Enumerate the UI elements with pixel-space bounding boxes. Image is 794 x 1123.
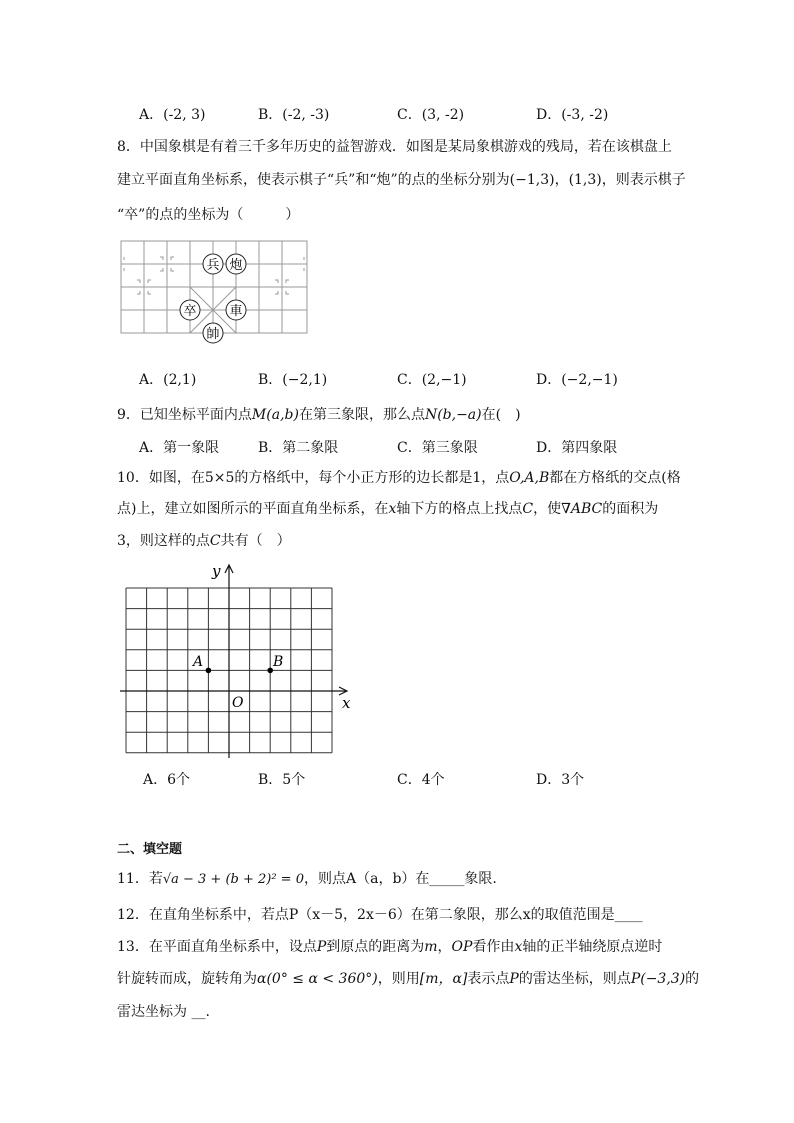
q10-line2: 点)上，建立如图所示的平面直角坐标系，在x轴下方的格点上找点C，使∇ABC的面积为: [117, 501, 659, 517]
x-axis-label: x: [342, 694, 351, 712]
q9-post: 在( ): [481, 407, 521, 423]
q10-option-a: A．6个: [143, 772, 191, 788]
q7-option-d: D．(-3, -2): [536, 107, 609, 123]
q8-line3: “卒”的点的坐标为（ ）: [117, 207, 300, 223]
origin-label: O: [232, 695, 244, 711]
chess-board-figure: [118, 238, 313, 348]
piece-shuai: 帥: [206, 327, 220, 342]
q9-point-m: M(a,b): [251, 407, 299, 423]
q12-stem: 12．在直角坐标系中，若点P（x－5，2x－6）在第二象限，那么x的取值范围是____: [117, 907, 643, 923]
q13-line2: 针旋转而成，旋转角为α(0° ≤ α < 360°)，则用[m，α]表示点P的雷达坐标，则点P(−3,3)的: [117, 971, 700, 987]
q8-line2a: 建立平面直角坐标系，使表示棋子“兵”和“炮”的点的坐标分别为: [117, 172, 510, 188]
piece-bing: 兵: [206, 258, 220, 273]
q7-option-b: B．(-2, -3): [258, 107, 330, 123]
q9-stem: [117, 404, 521, 424]
q8-line2b: ，则表示棋子: [601, 172, 686, 188]
q10-option-c: C．4个: [397, 772, 445, 788]
q10-option-d: D．3个: [536, 772, 585, 788]
piece-zu: 卒: [183, 304, 197, 319]
q9-option-d: D．第四象限: [536, 440, 618, 456]
q8-coord1: (−1,3): [509, 172, 555, 188]
q9-point-n: N(b,−a): [424, 407, 482, 423]
q7-option-a: A．(-2, 3): [139, 107, 206, 123]
coordinate-grid-figure: [120, 560, 360, 760]
q10-line3: 3，则这样的点C共有（ ）: [117, 533, 291, 549]
point-a-label: A: [193, 654, 204, 670]
point-a: [206, 668, 212, 674]
piece-pao: 炮: [229, 258, 243, 273]
q8-option-c: C．(2,−1): [397, 372, 467, 388]
q13-line3: 雷达坐标为 __.: [117, 1004, 210, 1020]
y-axis-label: y: [212, 562, 221, 580]
q7-option-c: C．(3, -2): [397, 107, 465, 123]
piece-ju: 車: [229, 304, 243, 319]
q10-line1: 10．如图，在5×5的方格纸中，每个小正方形的边长都是1，点O,A,B都在方格纸的交点(格: [117, 470, 681, 486]
q9-option-c: C．第三象限: [397, 440, 478, 456]
q11-stem: 11．若√a − 3 + (b + 2)² = 0，则点A（a，b）在_____象限.: [117, 871, 497, 887]
section-fill-in-title: 二、填空题: [117, 842, 183, 857]
q8-line1: 8．中国象棋是有着三千多年历史的益智游戏．如图是某局象棋游戏的残局，若在该棋盘上: [117, 139, 672, 155]
point-b-label: B: [273, 654, 284, 670]
q8-line2: 建立平面直角坐标系，使表示棋子“兵”和“炮”的点的坐标分别为(−1,3)，(1,3)，则表示棋子: [117, 172, 686, 188]
q8-coord2: (1,3): [568, 172, 602, 188]
q8-option-d: D．(−2,−1): [536, 372, 618, 388]
q9-pre: 9．已知坐标平面内点: [117, 407, 252, 423]
q8-option-b: B．(−2,1): [258, 372, 328, 388]
q13-line1: 13．在平面直角坐标系中，设点P到原点的距离为m，OP看作由x轴的正半轴绕原点逆时: [117, 939, 663, 955]
q11-expression: √a − 3 + (b + 2)² = 0: [162, 872, 304, 887]
q10-option-b: B．5个: [258, 772, 306, 788]
q8-option-a: A．(2,1): [139, 372, 197, 388]
q9-option-a: A．第一象限: [139, 440, 220, 456]
q9-mid: 在第三象限，那么点: [298, 407, 425, 423]
q9-option-b: B．第二象限: [258, 440, 339, 456]
